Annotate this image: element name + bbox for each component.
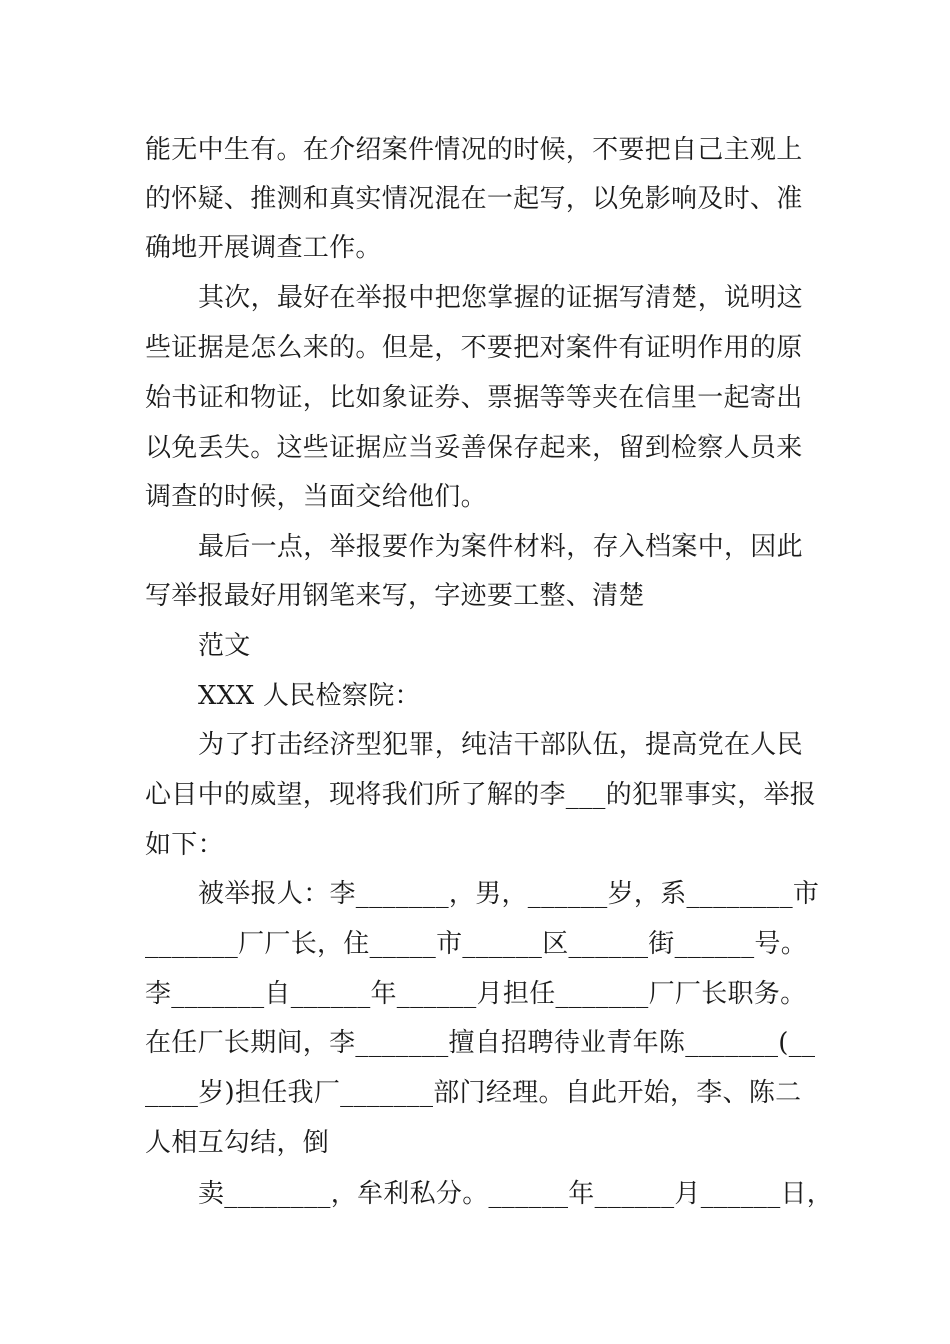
text-line: 调查的时候，当面交给他们。 — [145, 482, 487, 512]
text-line: 如下： — [145, 830, 224, 860]
section-heading: 范文 — [198, 631, 251, 661]
paragraph-start-line: 卖________，牟利私分。______年______月______日， — [198, 1179, 834, 1209]
text-line: 确地开展调查工作。 — [145, 233, 382, 263]
text-line: 些证据是怎么来的。但是，不要把对案件有证明作用的原 — [145, 333, 803, 363]
text-line: 写举报最好用钢笔来写，字迹要工整、清楚 — [145, 581, 645, 611]
text-line: 人相互勾结，倒 — [145, 1128, 330, 1158]
text-line: 以免丢失。这些证据应当妥善保存起来，留到检察人员来 — [145, 433, 803, 463]
text-line: 李_______自______年______月担任_______厂厂长职务。 — [145, 979, 807, 1009]
text-line: 始书证和物证，比如象证券、票据等等夹在信里一起寄出 — [145, 383, 803, 413]
text-line: 能无中生有。在介绍案件情况的时候，不要把自己主观上 — [145, 135, 803, 165]
letter-addressee: XXX 人民检察院： — [198, 681, 421, 711]
text-line: _______厂厂长，住_____市______区______街______号。 — [145, 929, 807, 959]
text-line: 在任厂长期间，李_______擅自招聘待业青年陈_______(__ — [145, 1028, 816, 1058]
paragraph-start-line: 为了打击经济型犯罪，纯洁干部队伍，提高党在人民 — [198, 730, 803, 760]
paragraph-start-line: 其次，最好在举报中把您掌握的证据写清楚，说明这 — [198, 283, 803, 313]
text-line: 的怀疑、推测和真实情况混在一起写，以免影响及时、准 — [145, 184, 803, 214]
paragraph-start-line: 被举报人：李_______，男，______岁，系________市 — [198, 879, 820, 909]
text-line: ____岁)担任我厂_______部门经理。自此开始，李、陈二 — [145, 1078, 802, 1108]
text-line: 心目中的威望，现将我们所了解的李___的犯罪事实，举报 — [145, 780, 817, 810]
paragraph-start-line: 最后一点，举报要作为案件材料，存入档案中，因此 — [198, 532, 803, 562]
